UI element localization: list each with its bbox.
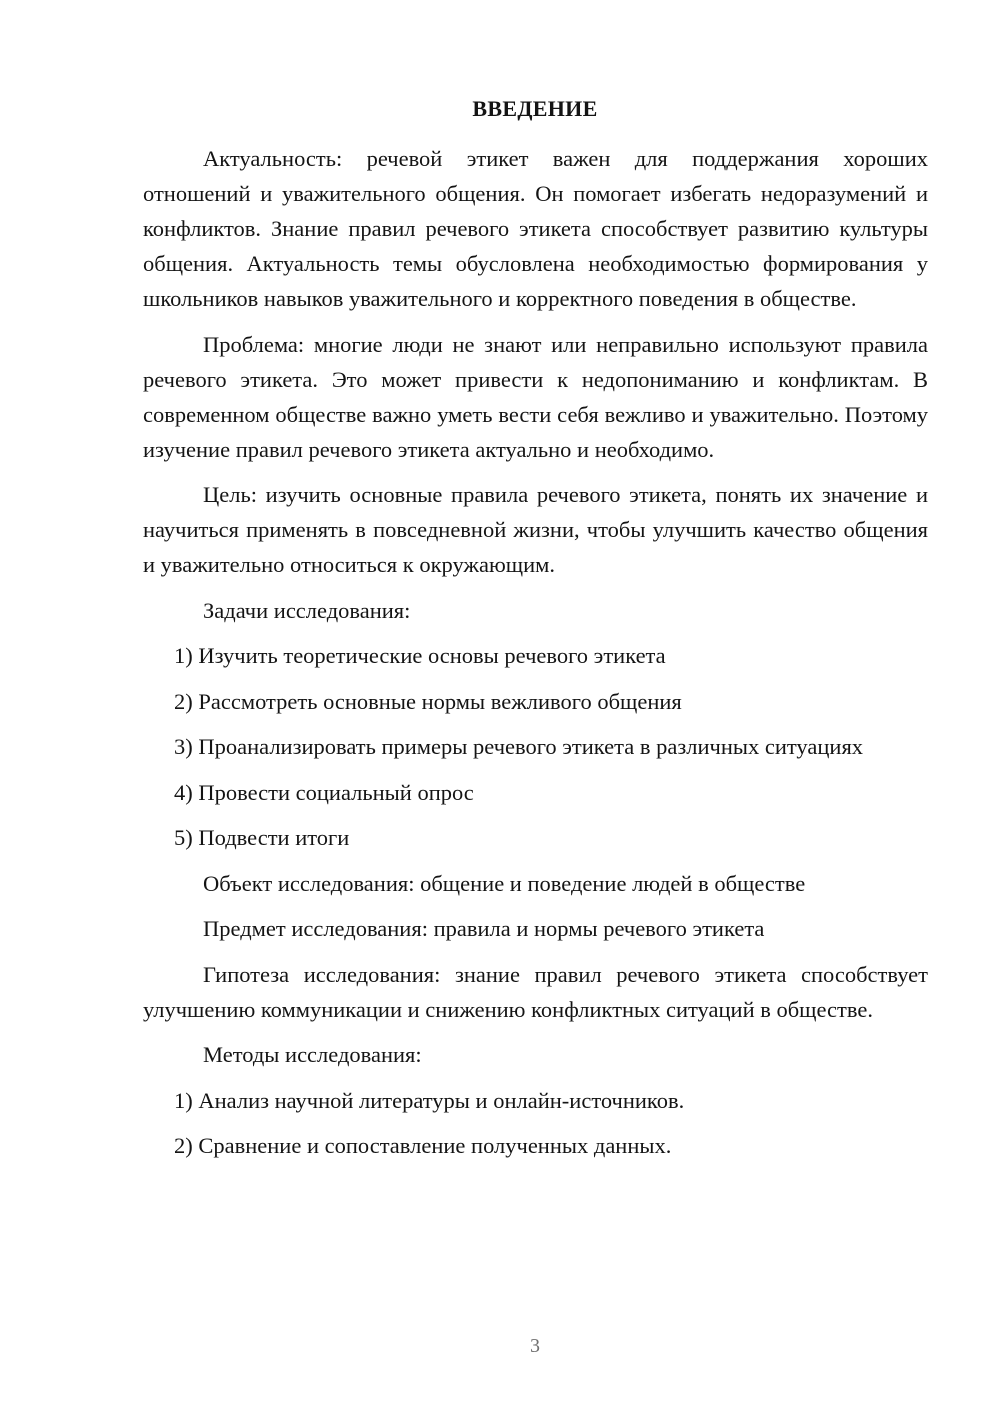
task-item: 2) Рассмотреть основные нормы вежливого общения <box>174 688 682 714</box>
subject-paragraph: Предмет исследования: правила и нормы речевого этикета <box>203 916 765 941</box>
method-item: 2) Сравнение и сопоставление полученных данных. <box>174 1133 672 1158</box>
document-body <box>143 141 928 1174</box>
relevance-paragraph: Актуальность: речевой этикет важен для поддержания хороших отношений и уважительного общения. Он помогает избегать недоразумений и конфликтов. Знание правил речевого этикета способствует развитию культуры общения. Актуальность темы обусловлена необходимостью формирования у школьников навыков уважительного и корректного поведения в обществе. <box>143 146 928 311</box>
section-title: ВВЕДЕНИЕ <box>472 96 598 121</box>
task-item: 1) Изучить теоретические основы речевого этикета <box>174 643 666 668</box>
methods-heading: Методы исследования: <box>203 1042 422 1067</box>
problem-paragraph: Проблема: многие люди не знают или неправильно используют правила речевого этикета. Это может привести к недопониманию и конфликтам. В современном обществе важно уметь вести себя вежливо и уважительно. Поэтому изучение правил речевого этикета актуально и необходимо. <box>143 331 928 462</box>
tasks-heading: Задачи исследования: <box>203 597 411 623</box>
task-item: 4) Провести социальный опрос <box>174 779 474 805</box>
page-number: 3 <box>530 1335 540 1357</box>
hypothesis-paragraph: Гипотеза исследования: знание правил речевого этикета способствует улучшению коммуникации и снижению конфликтных ситуаций в обществе. <box>143 961 928 1022</box>
task-item: 5) Подвести итоги <box>174 825 350 850</box>
object-paragraph: Объект исследования: общение и поведение людей в обществе <box>203 870 806 896</box>
goal-paragraph: Цель: изучить основные правила речевого этикета, понять их значение и научиться применять в повседневной жизни, чтобы улучшить качество общения и уважительно относиться к окружающим. <box>143 482 928 577</box>
method-item: 1) Анализ научной литературы и онлайн-источников. <box>174 1087 685 1113</box>
task-item: 3) Проанализировать примеры речевого этикета в различных ситуациях <box>174 734 864 759</box>
